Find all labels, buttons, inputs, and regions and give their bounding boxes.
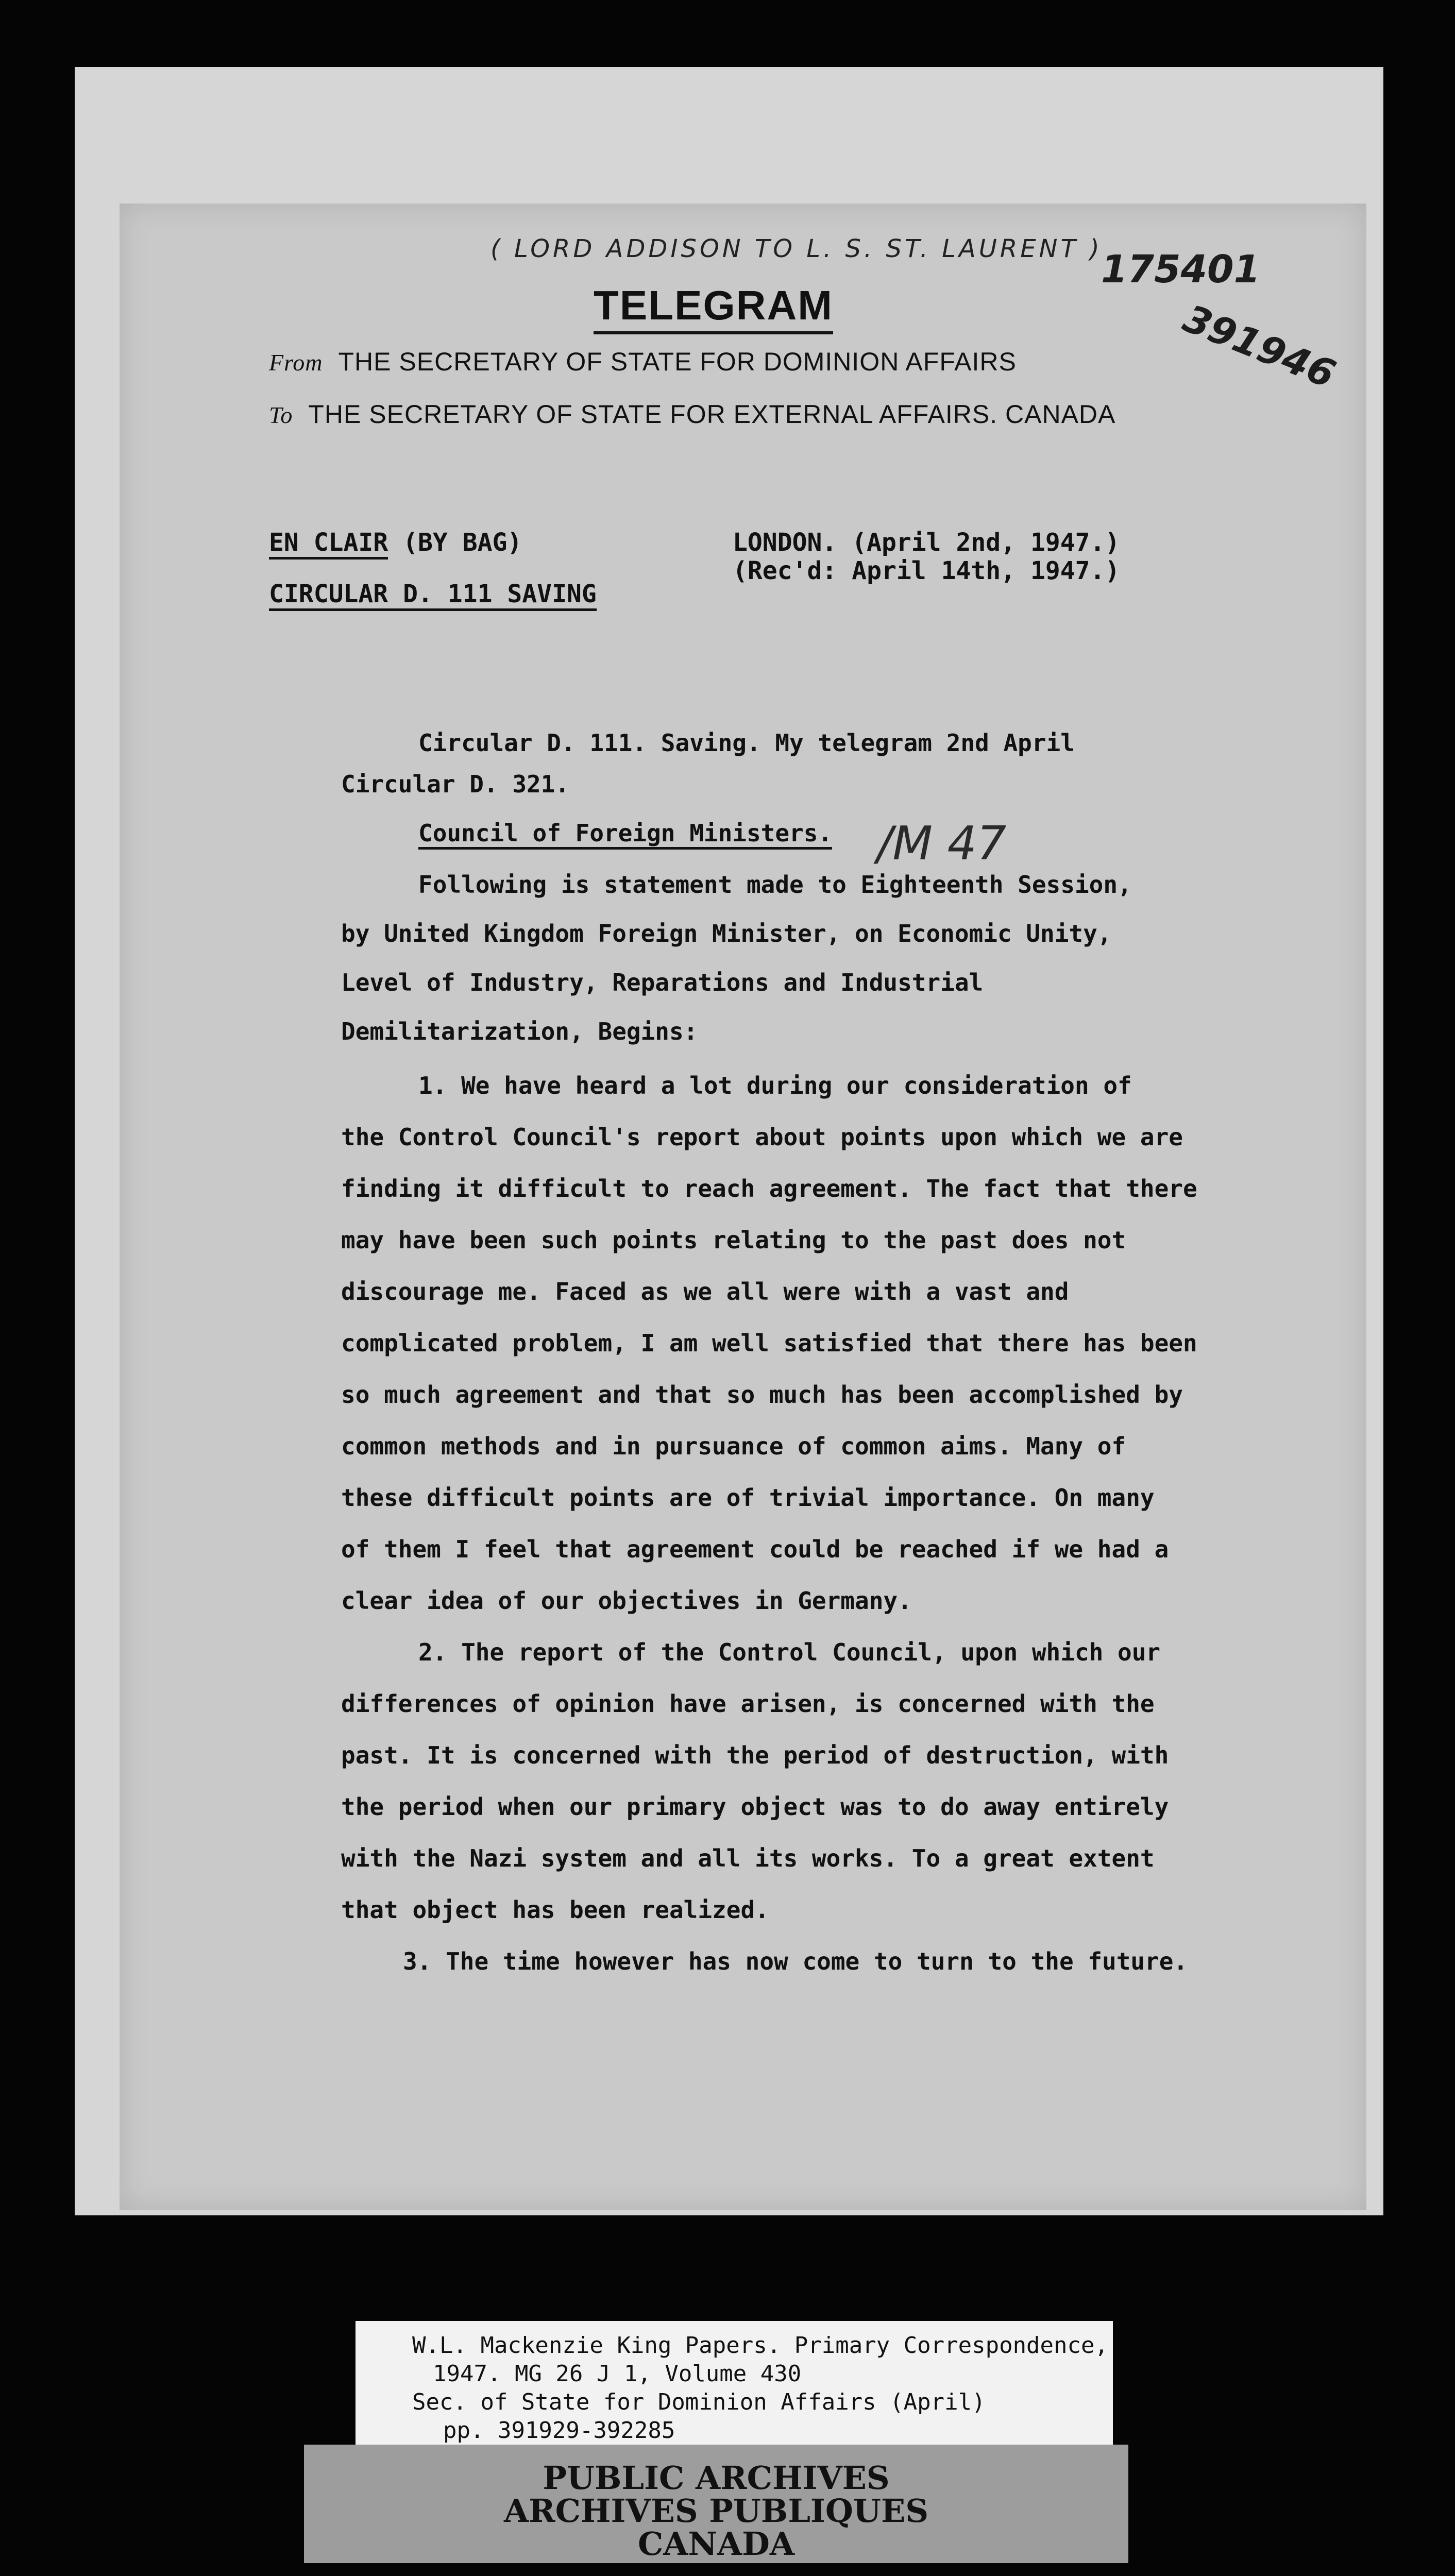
card-line: pp. 391929-392285 xyxy=(443,2417,675,2444)
body-line: Level of Industry, Reparations and Industrial xyxy=(341,969,984,996)
transmission-method xyxy=(269,528,522,557)
document-number-stamp: 391946 xyxy=(1177,296,1342,397)
from-line xyxy=(269,347,1017,377)
telegram-title: TELEGRAM xyxy=(594,282,833,334)
handwritten-addressee-note: ( LORD ADDISON TO L. S. ST. LAURENT ) xyxy=(490,234,1103,263)
stamp-line: CANADA xyxy=(637,2525,795,2563)
body-line: that object has been realized. xyxy=(341,1896,769,1924)
body-line: the period when our primary object was to do away entirely xyxy=(341,1793,1169,1821)
body-line: these difficult points are of trivial importance. On many xyxy=(341,1484,1155,1512)
body-line: Circular D. 111. Saving. My telegram 2nd April xyxy=(418,729,1075,757)
circular-reference: CIRCULAR D. 111 SAVING xyxy=(269,580,597,611)
archive-reference-card xyxy=(356,2321,1113,2445)
body-line: Demilitarization, Begins: xyxy=(341,1018,698,1045)
archive-stamp xyxy=(304,2445,1128,2563)
body-line: common methods and in pursuance of common aims. Many of xyxy=(341,1432,1126,1460)
body-line: past. It is concerned with the period of destruction, with xyxy=(341,1741,1169,1769)
body-line: 3. The time however has now come to turn to the future. xyxy=(403,1947,1188,1975)
body-line: Following is statement made to Eighteenth Session, xyxy=(418,871,1132,899)
from-label: From xyxy=(269,349,323,376)
body-line: differences of opinion have arisen, is concerned with the xyxy=(341,1690,1155,1718)
body-line: may have been such points relating to the past does not xyxy=(341,1226,1126,1254)
body-line: the Control Council's report about points upon which we are xyxy=(341,1123,1183,1151)
card-line: Sec. of State for Dominion Affairs (April) xyxy=(412,2389,986,2415)
card-line: 1947. MG 26 J 1, Volume 430 xyxy=(433,2361,802,2387)
method-suffix: (BY BAG) xyxy=(403,528,522,557)
to-value: THE SECRETARY OF STATE FOR EXTERNAL AFFAIRS. CANADA xyxy=(308,400,1116,429)
sent-date: LONDON. (April 2nd, 1947.) xyxy=(733,528,1120,557)
body-line: clear idea of our objectives in Germany. xyxy=(341,1587,912,1615)
to-line xyxy=(269,399,1115,429)
received-date: (Rec'd: April 14th, 1947.) xyxy=(733,556,1120,585)
body-line: Circular D. 321. xyxy=(341,770,570,798)
body-line: complicated problem, I am well satisfied that there has been xyxy=(341,1329,1197,1357)
to-label: To xyxy=(269,402,293,428)
telegram-sheet xyxy=(120,204,1366,2210)
body-line: finding it difficult to reach agreement. The fact that there xyxy=(341,1175,1197,1202)
body-line: with the Nazi system and all its works. To a great extent xyxy=(341,1844,1155,1872)
serial-number-stamp: 175401 xyxy=(1101,247,1260,292)
body-line: discourage me. Faced as we all were with a vast and xyxy=(341,1278,1069,1306)
body-line: 1. We have heard a lot during our consideration of xyxy=(418,1072,1132,1099)
method-prefix: EN CLAIR xyxy=(269,528,388,560)
from-value: THE SECRETARY OF STATE FOR DOMINION AFFAIRS xyxy=(338,347,1017,376)
subject-heading: Council of Foreign Ministers. xyxy=(418,819,832,850)
stamp-line: PUBLIC ARCHIVES xyxy=(543,2459,890,2497)
card-line: W.L. Mackenzie King Papers. Primary Correspondence, xyxy=(412,2332,1109,2359)
body-line: 2. The report of the Control Council, upon which our xyxy=(418,1638,1161,1666)
body-line: of them I feel that agreement could be reached if we had a xyxy=(341,1535,1169,1563)
handwritten-mark: /M 47 xyxy=(877,817,1007,871)
body-line: so much agreement and that so much has been accomplished by xyxy=(341,1381,1183,1409)
stamp-line: ARCHIVES PUBLIQUES xyxy=(503,2492,929,2530)
body-line: by United Kingdom Foreign Minister, on Economic Unity, xyxy=(341,920,1112,947)
